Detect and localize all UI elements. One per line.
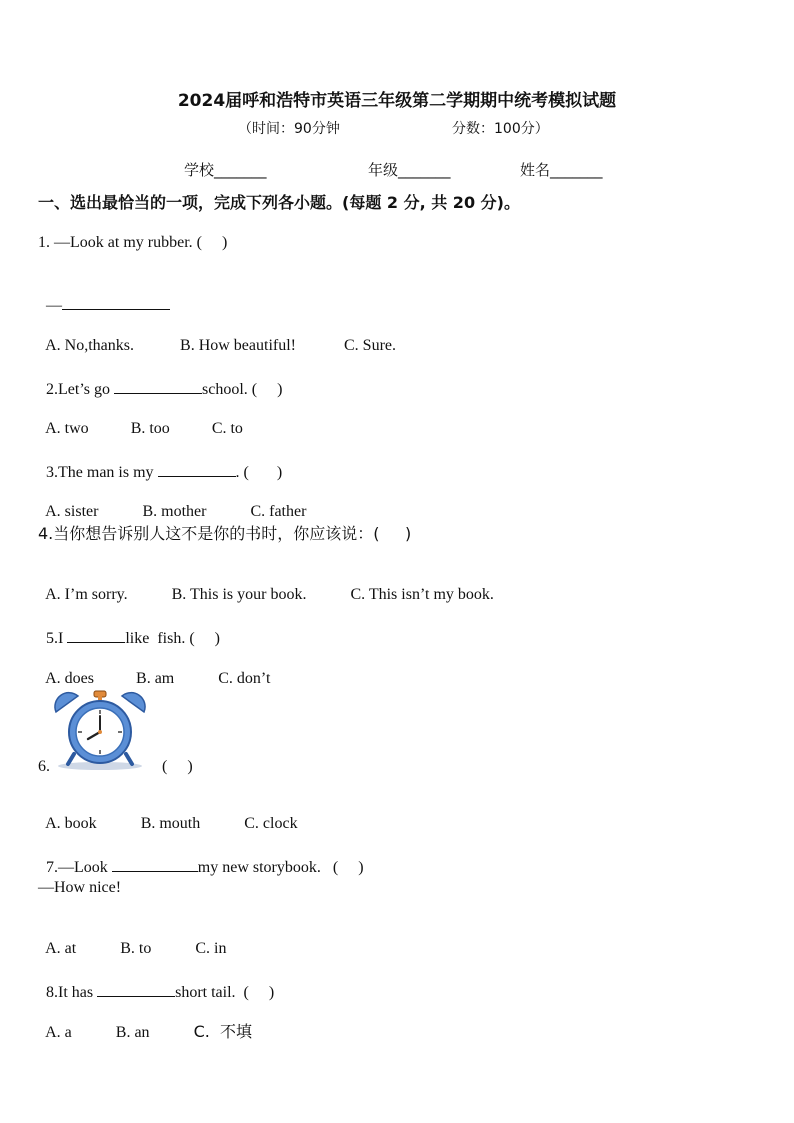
question-5-stem: [38, 607, 220, 649]
question-6-options: [38, 794, 298, 834]
answer-blank: [62, 294, 170, 310]
option-c: C. clock: [244, 815, 298, 832]
stem-text: 8.It has: [46, 984, 98, 1001]
question-1-stem: 1. —Look at my rubber. ( ): [38, 234, 228, 251]
option-a: A. I’m sorry.: [45, 586, 128, 603]
option-c: C. in: [195, 940, 227, 957]
question-5-options: [38, 649, 270, 689]
question-4-options: [38, 565, 494, 605]
option-a: A. at: [45, 940, 77, 957]
question-2-stem: [38, 358, 282, 400]
question-3-stem: [38, 441, 282, 483]
answer-blank: [67, 627, 125, 643]
option-b: B. mouth: [140, 815, 201, 832]
question-3-options: [38, 482, 306, 522]
option-c: C. father: [250, 503, 307, 520]
question-7-options: [38, 919, 226, 959]
option-c: C. Sure.: [344, 337, 396, 354]
question-6-paren: ( ): [162, 758, 193, 775]
option-a: A. a: [45, 1024, 72, 1041]
question-1-options: [38, 316, 396, 356]
answer-blank: [114, 378, 202, 394]
school-field: 学校_______: [184, 161, 267, 179]
section-heading: 一、选出最恰当的一项，完成下列各小题。(每题 2 分, 共 20 分)。: [38, 193, 520, 212]
question-7-stem: [38, 836, 364, 878]
stem-text: school. ( ): [202, 381, 283, 398]
question-6-number: 6.: [38, 758, 50, 775]
alarm-clock-icon: [48, 688, 148, 770]
question-7-reply: —How nice!: [38, 879, 122, 896]
option-b: B. am: [136, 670, 175, 687]
stem-text: like fish. ( ): [125, 630, 220, 647]
stem-text: 5.I: [46, 630, 68, 647]
answer-blank: [158, 461, 236, 477]
question-2-options: [38, 399, 243, 439]
option-b: B. mother: [142, 503, 207, 520]
option-b: B. This is your book.: [171, 586, 307, 603]
option-c: C. to: [211, 420, 243, 437]
stem-text: short tail. ( ): [175, 984, 275, 1001]
option-a: A. two: [45, 420, 89, 437]
grade-field: 年级_______: [368, 161, 451, 179]
option-c: C. don’t: [218, 670, 271, 687]
option-b: B. an: [115, 1024, 150, 1041]
exam-time: （时间：90分钟: [238, 121, 340, 137]
option-b: B. to: [120, 940, 152, 957]
answer-blank: [97, 981, 175, 997]
exam-score: 分数：100分）: [452, 121, 549, 137]
question-8-options: [38, 1002, 252, 1043]
option-c: C. This isn’t my book.: [350, 586, 494, 603]
question-8-stem: [38, 961, 274, 1003]
option-c: C. 不填: [193, 1022, 252, 1041]
stem-text: 3.The man is my: [46, 464, 158, 481]
option-b: B. How beautiful!: [180, 337, 296, 354]
stem-text: my new storybook. ( ): [197, 859, 364, 876]
option-a: A. does: [45, 670, 95, 687]
question-4-stem: 4.当你想告诉别人这不是你的书时，你应该说：( ): [38, 524, 412, 543]
answer-blank: [112, 856, 198, 872]
reply-dash: —: [46, 297, 62, 314]
stem-text: . ( ): [235, 464, 283, 481]
stem-text: 2.Let’s go: [46, 381, 114, 398]
option-a: A. sister: [45, 503, 99, 520]
stem-text: 7.—Look: [46, 859, 112, 876]
option-a: A. book: [45, 815, 97, 832]
option-a: A. No,thanks.: [45, 337, 135, 354]
option-b: B. too: [130, 420, 170, 437]
name-field: 姓名_______: [520, 161, 603, 179]
question-1-reply: [38, 274, 170, 316]
page-title: 2024届呼和浩特市英语三年级第二学期期中统考模拟试题: [177, 91, 617, 111]
